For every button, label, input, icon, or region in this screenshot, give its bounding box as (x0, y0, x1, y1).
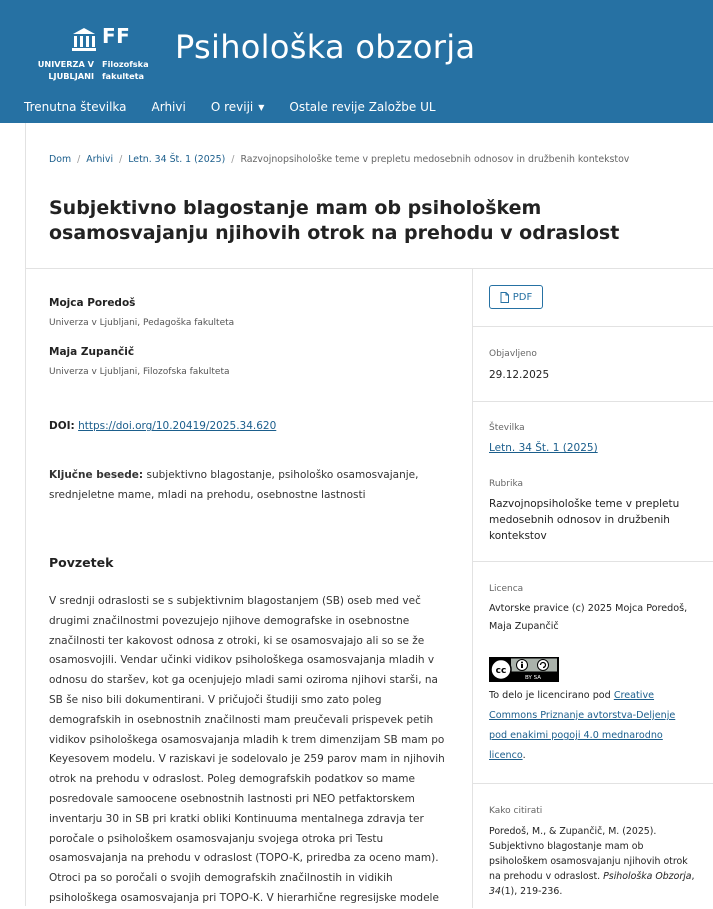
keywords-value: subjektivno blagostanje, psihološko osamosvajanje, srednjeletne mame, mladi na prehodu, osebnostne lastnosti (49, 469, 419, 501)
issue-label: Številka (489, 423, 525, 433)
breadcrumb-separator: / (119, 154, 123, 165)
site-header (0, 0, 713, 123)
divider (473, 401, 713, 402)
divider (473, 783, 713, 784)
cc-license-badge[interactable] (489, 657, 559, 682)
issue-link[interactable]: Letn. 34 Št. 1 (2025) (489, 442, 598, 454)
license-prefix: To delo je licencirano pod (489, 690, 611, 701)
cite-journal: Psihološka Obzorja (603, 871, 692, 882)
cc-badge-text: BY SA (525, 675, 541, 681)
nav-about[interactable] (211, 100, 265, 114)
breadcrumb-home[interactable]: Dom (49, 154, 72, 165)
main-nav (24, 100, 461, 114)
breadcrumb-separator: / (77, 154, 81, 165)
building-icon (71, 27, 97, 53)
divider (25, 268, 713, 269)
doi-link[interactable]: https://doi.org/10.20419/2025.34.620 (78, 420, 277, 432)
nav-archives[interactable]: Arhivi (151, 100, 186, 114)
license-suffix: . (522, 750, 526, 761)
cite-volume: 34 (489, 886, 501, 897)
author-name: Maja Zupančič (49, 346, 135, 358)
license-label: Licenca (489, 584, 524, 594)
cite-label: Kako citirati (489, 806, 543, 816)
university-logo[interactable] (34, 24, 149, 86)
license-copyright: Avtorske pravice (c) 2025 Mojca Poredoš, Maja Zupančič (489, 603, 688, 632)
article-title: Subjektivno blagostanje mam ob psihološkem osamosvajanju njihovih otrok na prehodu v odraslost (49, 197, 620, 244)
license-text (489, 686, 694, 766)
caret-down-icon: ▼ (258, 103, 265, 112)
nav-about-label: O reviji (210, 100, 254, 114)
author-affiliation: Univerza v Ljubljani, Filozofska fakulteta (49, 367, 230, 377)
logo-faculty-text: Filozofska fakulteta (102, 59, 149, 81)
cite-authors: Poredoš, M., & Zupančič, M. (2025). Subjektivno blagostanje mam ob psihološkem osamosvajanju njihovih otrok na prehodu v odraslost. (489, 826, 688, 882)
logo-ff-text: FF (102, 24, 131, 48)
author-affiliation: Univerza v Ljubljani, Pedagoška fakulteta (49, 318, 235, 328)
published-label: Objavljeno (489, 349, 537, 359)
cite-issue: (1), 219-236. (500, 886, 563, 897)
license-link[interactable]: Creative Commons Priznanje avtorstva-Deljenje pod enakimi pogoji 4.0 mednarodno licenco (489, 690, 676, 761)
logo-university-text: UNIVERZA V LJUBLJANI (37, 59, 94, 81)
divider (473, 561, 713, 562)
section-label: Rubrika (489, 479, 524, 489)
breadcrumb-archives[interactable]: Arhivi (86, 154, 114, 165)
abstract-text: V srednji odraslosti se s subjektivnim blagostanjem (SB) oseb med več drugimi značilnostmi povezujejo njihove demografske in osebnostne značilnosti ter kakovost odnosa z otroki, ki se osamosvajajo ali so se že osamosvojili. Vendar učinki vidikov psihološkega osamosvajanja mladih v odnosu do staršev, kot ga ocenjujejo mladi sami oziroma njihovi starši, na SB še niso bili dokumentirani. V pričujoči študiji smo zato poleg demografskih in osebnostnih značilnosti mam preučevali prispevek petih vidikov psihološkega osamosvajanja mladih k trem dimenzijam SB mam po Keyesovem modelu. V raziskavi je sodelovalo je 259 parov mam in njihovih otrok na prehodu v odraslost. Poleg demografskih podatkov so mame posredovale samoocene osebnostnih lastnosti pri NEO petfaktorskem inventarju 30 in SB pri kratki obliki Kontinuuma mentalnega zdravja ter poročale o psihološkem osamosvajanju svojega otroka pri Testu osamosvajanja na prehodu v odraslost (TOPO-K, priredba za oceno mam). Otroci pa so poročali o svojih demografskih značilnostih in vidikih psihološkega osamosvajanja pri TOPO-K. V hierarhične regresijske modele (49, 595, 445, 904)
pdf-label: PDF (512, 291, 533, 303)
doi-row (49, 420, 276, 432)
cc-by-sa-icon (489, 657, 559, 682)
site-title[interactable]: Psihološka obzorja (175, 28, 476, 66)
file-icon (500, 292, 509, 303)
column-divider (472, 268, 473, 908)
breadcrumb-issue[interactable]: Letn. 34 Št. 1 (2025) (128, 154, 226, 165)
author-name: Mojca Poredoš (49, 297, 136, 309)
nav-other-journals[interactable]: Ostale revije Založbe UL (289, 100, 436, 114)
keywords (49, 465, 449, 505)
section-value: Razvojnopsihološke teme v prepletu medosebnih odnosov in družbenih kontekstov (489, 498, 680, 542)
cite-sep: , (691, 871, 695, 882)
divider (473, 326, 713, 327)
citation-text (489, 824, 699, 899)
pdf-download-button[interactable] (489, 285, 543, 309)
published-value: 29.12.2025 (489, 369, 550, 381)
breadcrumb-current: Razvojnopsihološke teme v prepletu medosebnih odnosov in družbenih kontekstov (240, 154, 630, 165)
nav-current-issue[interactable]: Trenutna številka (24, 100, 127, 114)
breadcrumb-separator: / (231, 154, 235, 165)
doi-label: DOI: (49, 420, 75, 432)
keywords-label: Ključne besede: (49, 469, 144, 481)
breadcrumb (49, 154, 629, 165)
svg-text:cc: cc (495, 666, 507, 676)
abstract-heading: Povzetek (49, 555, 114, 570)
